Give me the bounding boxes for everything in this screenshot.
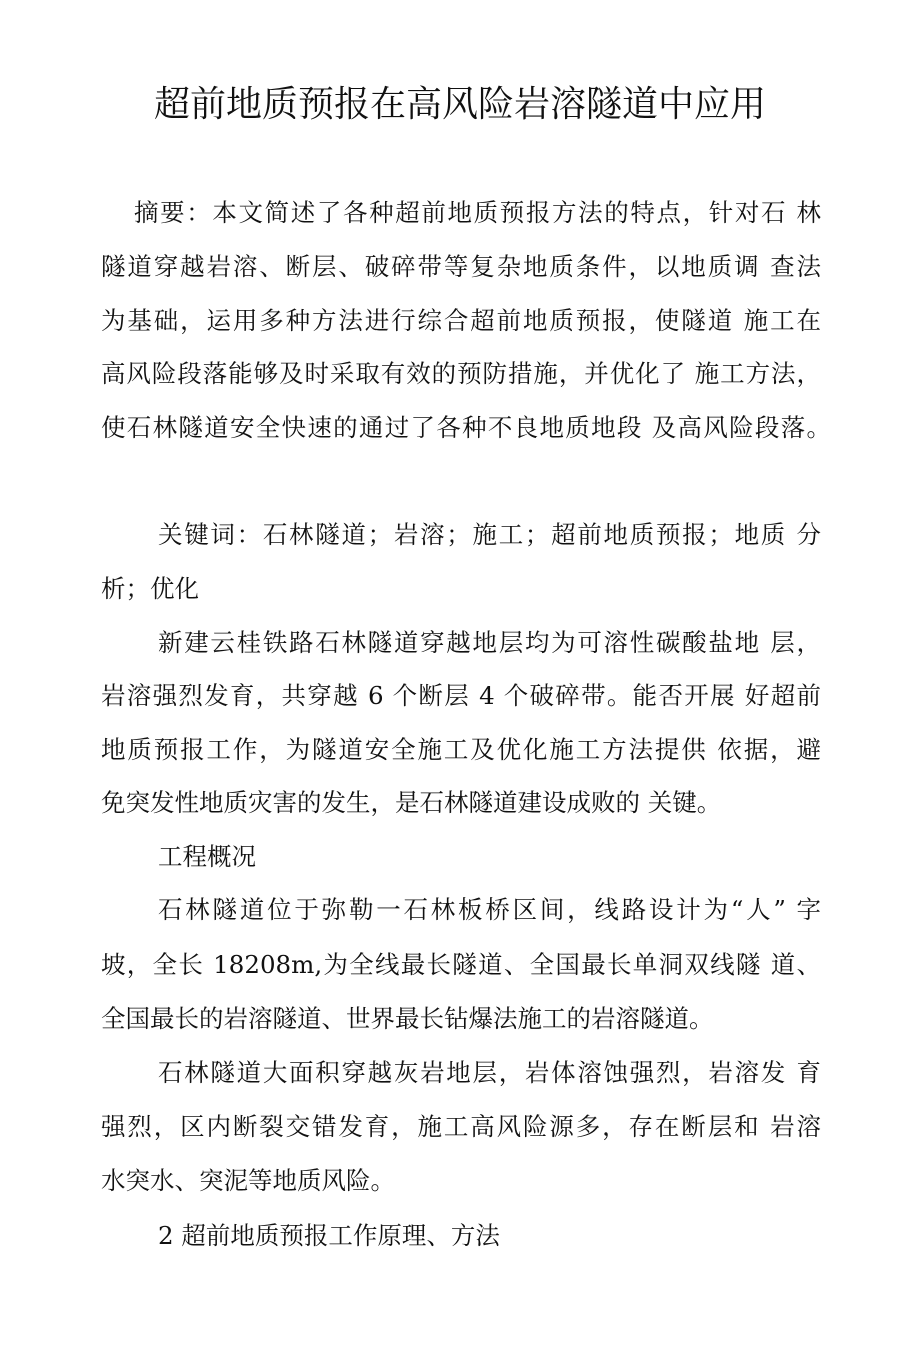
document-title: 超前地质预报在高风险岩溶隧道中应用 — [153, 84, 766, 125]
overview-line: 全国最长的岩溶隧道、世界最长钻爆法施工的岩溶隧道。 — [101, 1004, 714, 1033]
abstract-line: 为基础，运用多种方法进行综合超前地质预报，使隧道 施工在 — [101, 306, 821, 335]
intro-line: 岩溶强烈发育，共穿越 6 个断层 4 个破碎带。能否开展 好超前 — [101, 681, 821, 710]
intro-line: 地质预报工作，为隧道安全施工及优化施工方法提供 依据，避 — [101, 735, 821, 764]
overview-line: 石林隧道位于弥勒一石林板桥区间，线路设计为“人” 字 — [158, 895, 821, 924]
overview-line: 石林隧道大面积穿越灰岩地层，岩体溶蚀强烈，岩溶发 育 — [158, 1058, 821, 1087]
keywords-line: 关键词：石林隧道；岩溶；施工；超前地质预报；地质 分 — [158, 520, 821, 549]
abstract-line: 高风险段落能够及时采取有效的预防措施，并优化了 施工方法， — [101, 359, 821, 388]
intro-line: 免突发性地质灾害的发生，是石林隧道建设成败的 关键。 — [101, 788, 722, 817]
abstract-line: 隧道穿越岩溶、断层、破碎带等复杂地质条件，以地质调 查法 — [101, 252, 821, 281]
intro-line: 新建云桂铁路石林隧道穿越地层均为可溶性碳酸盐地 层， — [158, 628, 821, 657]
section-heading-2: 2 超前地质预报工作原理、方法 — [158, 1221, 500, 1250]
section-heading-overview: 工程概况 — [158, 842, 256, 871]
abstract-line: 使石林隧道安全快速的通过了各种不良地质地段 及高风险段落。 — [101, 413, 831, 442]
overview-line: 坡，全长 18208m,为全线最长隧道、全国最长单洞双线隧 道、 — [101, 950, 821, 979]
overview-line: 强烈，区内断裂交错发育，施工高风险源多，存在断层和 岩溶 — [101, 1112, 821, 1141]
keywords-line: 析；优化 — [101, 574, 199, 603]
overview-line: 水突水、突泥等地质风险。 — [101, 1166, 395, 1195]
abstract-line: 摘要：本文简述了各种超前地质预报方法的特点，针对石 林 — [134, 198, 821, 227]
